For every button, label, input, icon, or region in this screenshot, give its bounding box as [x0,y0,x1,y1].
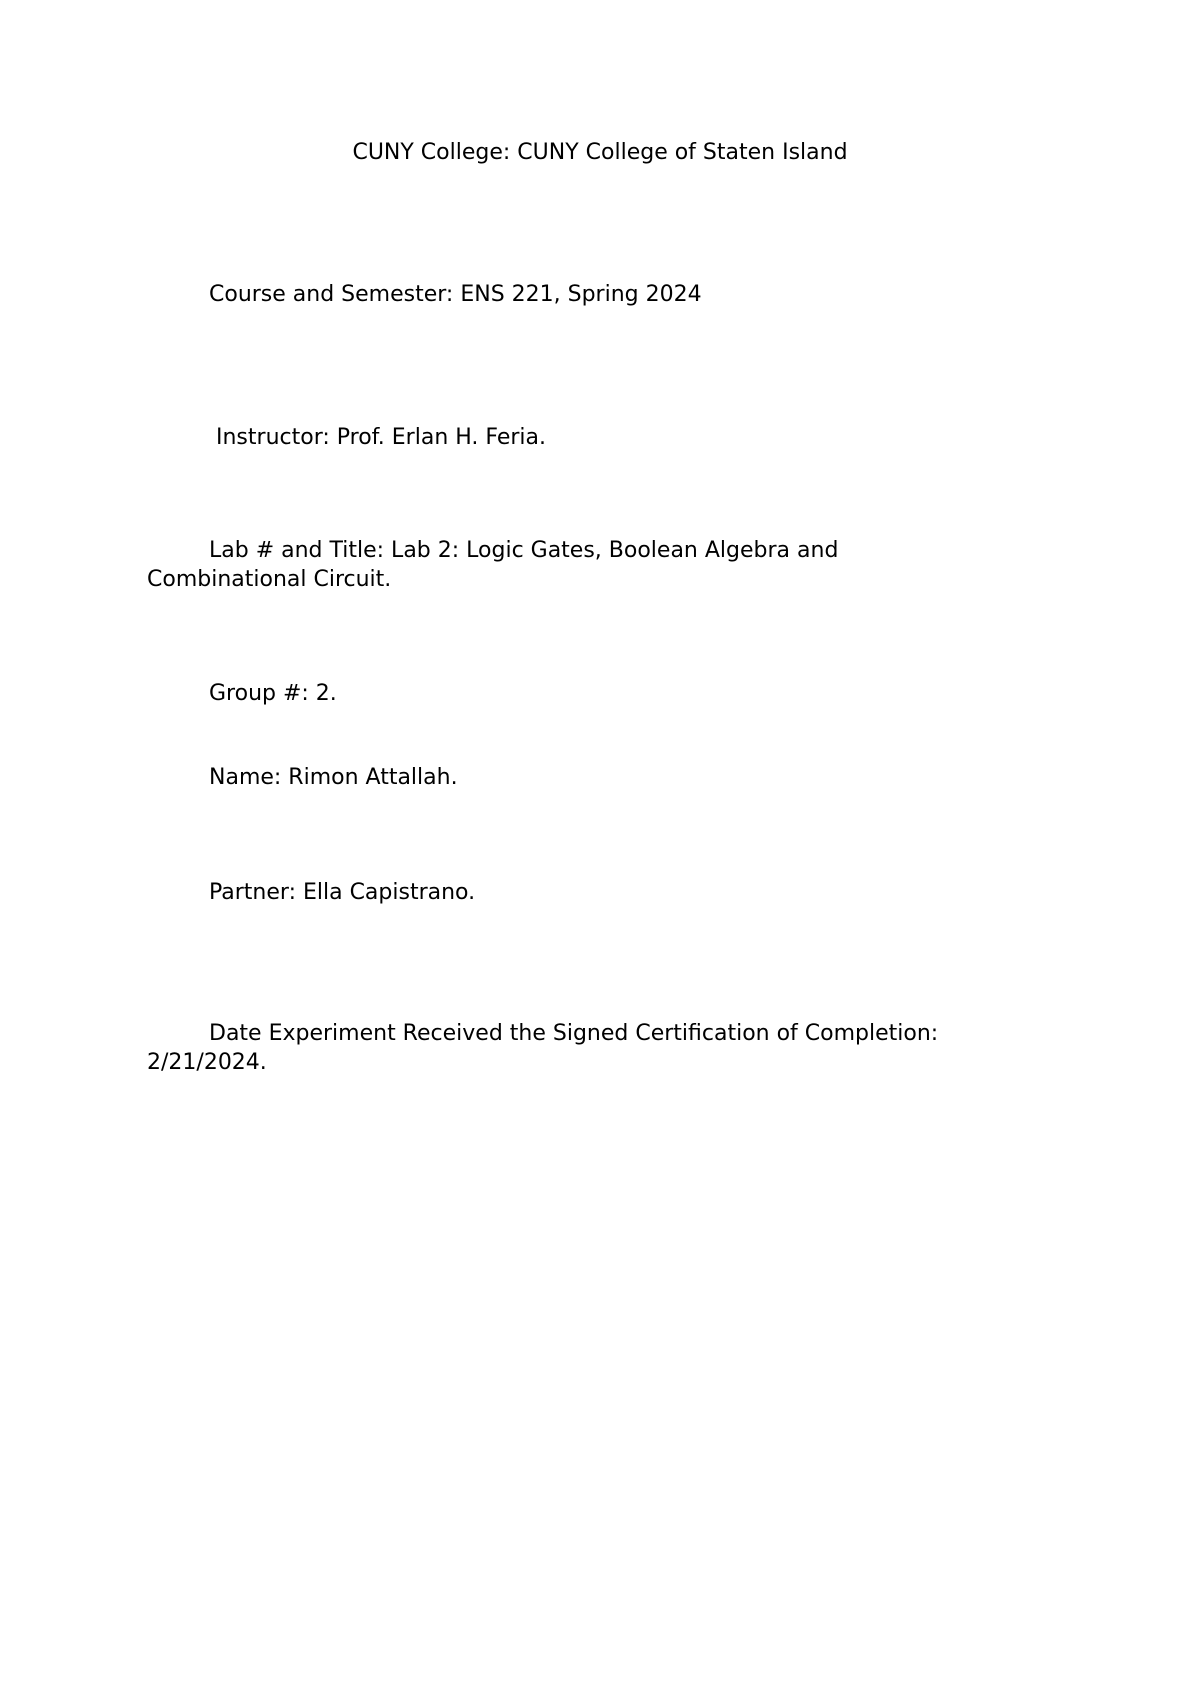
partner-line: Partner: Ella Capistrano. [209,880,476,905]
name-line: Name: Rimon Attallah. [209,765,458,790]
college-line: CUNY College: CUNY College of Staten Island [352,140,848,165]
course-semester-line: Course and Semester: ENS 221, Spring 2024 [209,282,702,307]
instructor-line: Instructor: Prof. Erlan H. Feria. [209,425,547,450]
group-line: Group #: 2. [209,681,337,706]
lab-title-line: Lab # and Title: Lab 2: Logic Gates, Boolean Algebra and Combinational Circuit. [147,538,846,592]
date-line: Date Experiment Received the Signed Certification of Completion: 2/21/2024. [147,1021,946,1075]
